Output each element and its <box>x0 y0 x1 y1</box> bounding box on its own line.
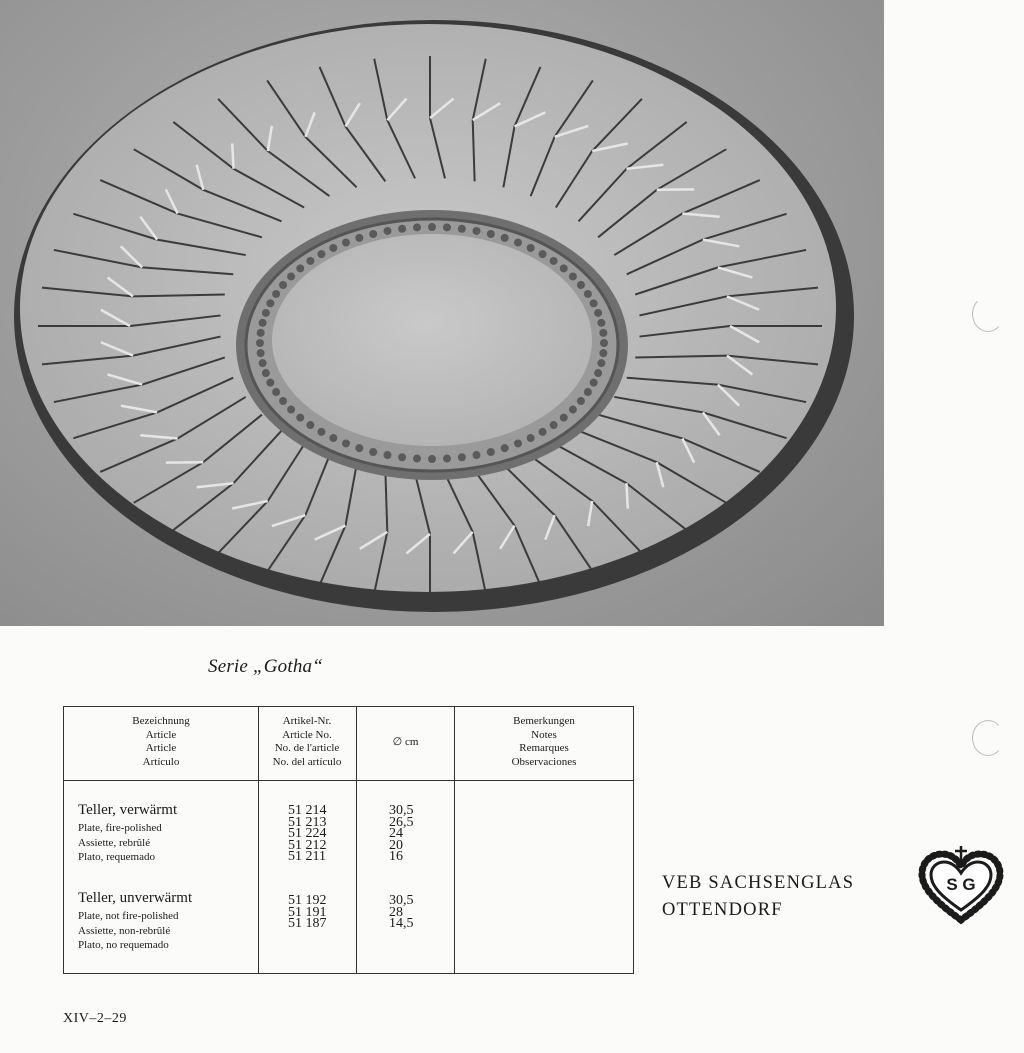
plate-bead <box>584 388 592 396</box>
plate-bead <box>600 339 608 347</box>
plate-bead <box>355 444 363 452</box>
plate-bead <box>317 428 325 436</box>
logo-letters: S G <box>946 875 976 894</box>
plate-bead <box>550 421 558 429</box>
plate-bead <box>569 272 577 280</box>
plate-bead <box>383 227 391 235</box>
plate-bead <box>569 406 577 414</box>
plate-bead <box>577 397 585 405</box>
plate-bead <box>428 455 436 463</box>
plate-bead <box>257 329 265 337</box>
group-heated-plates: Teller, verwärmt Plate, fire-polished Assiette, rebrûlé Plato, requemado <box>78 802 178 863</box>
plate-bead <box>594 309 602 317</box>
plate-bead <box>296 264 304 272</box>
plate-bead <box>473 451 481 459</box>
plate-bead <box>539 250 547 258</box>
plate-bead <box>590 299 598 307</box>
plate-bead <box>599 329 607 337</box>
plate-highlight-line <box>232 143 233 168</box>
header-remarks: Bemerkungen Notes Remarques Observaciones <box>511 715 577 768</box>
plate-bead <box>329 434 337 442</box>
plate-bead <box>398 225 406 233</box>
plate-bead <box>266 299 274 307</box>
article-numbers-group-2: 51 192 51 191 51 187 <box>288 893 327 932</box>
plate-bead <box>398 453 406 461</box>
diameters-group-2: 30,5 28 14,5 <box>389 893 414 932</box>
company-name: VEB SACHSENGLAS OTTENDORF <box>662 873 855 920</box>
plate-bead <box>527 434 535 442</box>
plate-bead <box>272 290 280 298</box>
plate-bead <box>550 257 558 265</box>
plate-bead <box>262 309 270 317</box>
plate-bead <box>413 223 421 231</box>
plate-bead <box>413 455 421 463</box>
plate-bead <box>369 230 377 238</box>
plate-bead <box>514 239 522 247</box>
plate-bead <box>487 448 495 456</box>
heart-logo-icon <box>916 846 1006 926</box>
group-name: Teller, unverwärmt <box>78 890 193 906</box>
plate-bead <box>539 428 547 436</box>
plate-bead <box>279 281 287 289</box>
plate-bead <box>597 359 605 367</box>
plate-bead <box>501 234 509 242</box>
plate-bead <box>560 264 568 272</box>
plate-bead <box>259 359 267 367</box>
punch-hole-bottom <box>972 720 1004 756</box>
plate-bead <box>306 421 314 429</box>
punch-hole-top <box>972 296 1004 332</box>
plate-bead <box>287 272 295 280</box>
plate-bead <box>279 397 287 405</box>
group-name: Teller, verwärmt <box>78 802 178 818</box>
plate-bead <box>514 439 522 447</box>
plate-bead <box>317 250 325 258</box>
plate-bead <box>257 349 265 357</box>
plate-bead <box>287 406 295 414</box>
plate-bead <box>259 319 267 327</box>
plate-bead <box>458 453 466 461</box>
plate-bead <box>443 455 451 463</box>
plate-bead <box>342 439 350 447</box>
plate-bead <box>443 223 451 231</box>
plate-bead <box>369 448 377 456</box>
sachsenglas-heart-logo <box>916 846 1006 931</box>
series-title: Serie „Gotha“ <box>208 656 324 677</box>
plate-bead <box>473 227 481 235</box>
plate-bead <box>597 319 605 327</box>
plate-highlight-line <box>626 483 627 508</box>
plate-bead <box>383 451 391 459</box>
product-table <box>63 706 634 974</box>
diameters-group-1: 30,5 26,5 24 20 16 <box>389 803 414 865</box>
header-diameter: ∅ cm <box>392 736 419 748</box>
plate-bead <box>501 444 509 452</box>
plate-bead <box>266 379 274 387</box>
plate-bead <box>487 230 495 238</box>
plate-bead <box>262 369 270 377</box>
header-designation: Bezeichnung Article Article Artículo <box>132 715 190 768</box>
plate-bead <box>594 369 602 377</box>
plate-bead <box>256 339 264 347</box>
group-unheated-plates: Teller, unverwärmt Plate, not fire-polished Assiette, non-rebrûlé Plato, no requemado <box>78 890 193 951</box>
plate-bead <box>355 234 363 242</box>
page-code: XIV–2–29 <box>63 1011 127 1026</box>
plate-bead <box>329 244 337 252</box>
plate-bead <box>527 244 535 252</box>
plate-bead <box>296 414 304 422</box>
plate-bead <box>560 414 568 422</box>
plate-bead <box>306 257 314 265</box>
header-article-no: Artikel-Nr. Article No. No. de l'article No. del artículo <box>272 715 342 768</box>
plate-bead <box>342 239 350 247</box>
plate-bead <box>584 290 592 298</box>
plate-bead <box>272 388 280 396</box>
plate-bead <box>577 281 585 289</box>
plate-bead <box>590 379 598 387</box>
plate-bead <box>428 223 436 231</box>
plate-bead <box>599 349 607 357</box>
article-numbers-group-1: 51 214 51 213 51 224 51 212 51 211 <box>288 803 327 865</box>
plate-bead <box>458 225 466 233</box>
